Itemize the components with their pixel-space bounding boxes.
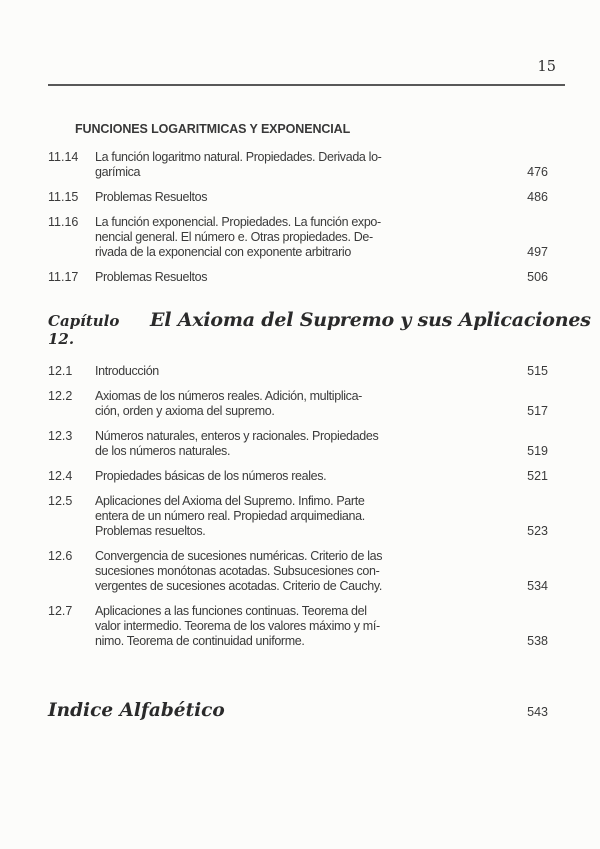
toc-entry-title [95,469,425,484]
toc-entry-title [95,190,425,205]
toc-entry-line: Convergencia de sucesiones numéricas. Criterio de las [95,549,383,563]
chapter-heading [48,309,591,348]
toc-entry-line: Introducción [95,364,159,378]
toc-entry-number: 12.2 [48,389,73,403]
page-number: 15 [537,59,556,75]
toc-entry-number: 11.14 [48,150,79,164]
toc-entry [48,270,548,285]
toc-entry [48,494,548,539]
toc-entry [48,429,548,459]
toc-entry-number: 12.5 [48,494,73,508]
toc-entry-line: Números naturales, enteros y racionales. Propiedades [95,429,379,443]
toc-entry-line: ción, orden y axioma del supremo. [95,404,275,418]
toc-entry-page: 523 [527,524,548,538]
toc-entry-page: 506 [527,270,548,284]
toc-entry-line: nencial general. El número e. Otras propiedades. De- [95,230,373,244]
index-heading-row [48,700,548,721]
toc-entry-title [95,549,425,594]
toc-entry-page: 486 [527,190,548,204]
toc-entry-number: 12.3 [48,429,73,443]
toc-entry-line: vergentes de sucesiones acotadas. Criterio de Cauchy. [95,579,382,593]
toc-entry-page: 534 [527,579,548,593]
toc-entry-page: 519 [527,444,548,458]
toc-entry [48,469,548,484]
toc-entry-line: Problemas resueltos. [95,524,206,538]
toc-entry-page: 497 [527,245,548,259]
chapter-label: Capítulo 12. [48,312,120,348]
toc-entry-number: 11.17 [48,270,79,284]
toc-entry-number: 12.7 [48,604,73,618]
chapter-title: El Axioma del Supremo y sus Aplicaciones [150,309,591,331]
toc-entry-number: 11.15 [48,190,79,204]
toc-entry-title [95,215,425,260]
section-header: FUNCIONES LOGARITMICAS Y EXPONENCIAL [75,122,351,136]
toc-entry-line: La función logaritmo natural. Propiedades. Derivada lo- [95,150,382,164]
toc-entry-line: Aplicaciones a las funciones continuas. Teorema del [95,604,367,618]
toc-entry-title [95,604,425,649]
index-page: 543 [527,705,548,719]
toc-entry [48,190,548,205]
toc-entry-number: 12.4 [48,469,73,483]
toc-entry-line: garímica [95,165,141,179]
toc-entry-line: valor intermedio. Teorema de los valores máximo y mí- [95,619,380,633]
toc-entry-page: 517 [527,404,548,418]
toc-entry-line: Axiomas de los números reales. Adición, multiplica- [95,389,362,403]
toc-entry-title [95,270,425,285]
toc-entry-line: entera de un número real. Propiedad arquimediana. [95,509,365,523]
toc-entry [48,389,548,419]
toc-entry-title [95,429,425,459]
toc-entry-number: 12.1 [48,364,73,378]
toc-section [48,364,548,649]
toc-section [48,150,548,285]
toc-entry [48,364,548,379]
toc-entry-line: Problemas Resueltos [95,190,208,204]
toc-entry-title [95,150,425,180]
toc-content [48,122,591,721]
toc-entry-line: nimo. Teorema de continuidad uniforme. [95,634,305,648]
toc-entry-line: Propiedades básicas de los números reales. [95,469,327,483]
toc-entry-number: 11.16 [48,215,79,229]
toc-entry-title [95,389,425,419]
toc-entry-line: Aplicaciones del Axioma del Supremo. Infimo. Parte [95,494,365,508]
toc-entry [48,549,548,594]
toc-entry-page: 521 [527,469,548,483]
toc-entry [48,150,548,180]
toc-entry-line: de los números naturales. [95,444,231,458]
toc-entry-line: La función exponencial. Propiedades. La función expo- [95,215,381,229]
index-title: Indice Alfabético [48,700,225,721]
toc-entry-title [95,494,425,539]
header-rule [48,84,565,86]
toc-entry-line: Problemas Resueltos [95,270,208,284]
toc-entry-title [95,364,425,379]
toc-entry [48,604,548,649]
toc-entry-line: sucesiones monótonas acotadas. Subsucesiones con- [95,564,380,578]
toc-entry-page: 538 [527,634,548,648]
toc-entry-line: rivada de la exponencial con exponente arbitrario [95,245,351,259]
toc-entry [48,215,548,260]
toc-entry-number: 12.6 [48,549,73,563]
toc-entry-page: 476 [527,165,548,179]
toc-entry-page: 515 [527,364,548,378]
